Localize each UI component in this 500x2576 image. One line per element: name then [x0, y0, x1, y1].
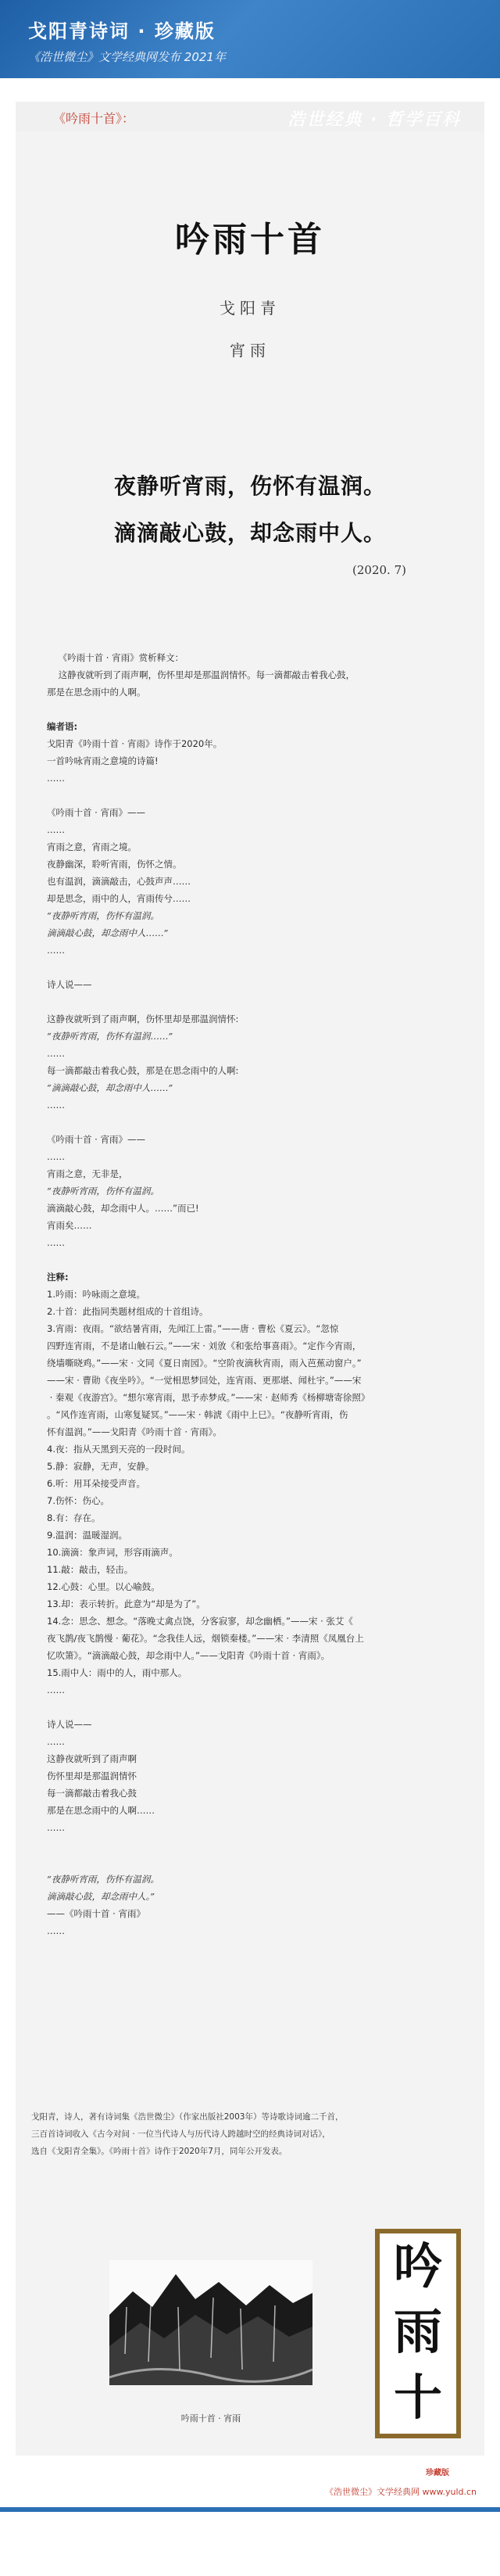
seal-char: 吟	[393, 2237, 442, 2294]
commentary-line: “夜静听宵雨，伤怀有温润。	[47, 1186, 159, 1197]
seal-char: 十	[393, 2369, 442, 2426]
commentary-line: 诗人说——	[47, 979, 92, 990]
blank-line	[47, 1114, 453, 1131]
commentary-line: 《吟雨十首 · 宵雨》——	[47, 1134, 145, 1145]
commentary-line: 6.听：用耳朵接受声音。	[47, 1478, 145, 1489]
commentary-line: 宵雨之意，宵雨之境。	[47, 841, 137, 852]
poem-title: 吟雨十首	[175, 220, 325, 260]
commentary-line: 12.心鼓：心里。以心喻鼓。	[47, 1581, 160, 1592]
commentary-line: 8.有：存在。	[47, 1512, 101, 1523]
bio-line: 三百首诗词收入《古今对间 · 一位当代诗人与历代诗人跨越时空的经典诗词对话》，	[31, 2129, 330, 2139]
commentary-line: 2.十首：此指同类题材组成的十首组诗。	[47, 1306, 209, 1317]
commentary-line: ……	[47, 1736, 65, 1747]
watermark-text: 浩世经典 · 哲学百科	[288, 110, 461, 130]
blank-line	[47, 1251, 453, 1268]
commentary-line: ……	[47, 1100, 65, 1110]
commentary-line: 11.敲：敲击，轻击。	[47, 1564, 134, 1575]
commentary-line: 这静夜就听到了雨声啊	[47, 1753, 137, 1764]
commentary-line: ……	[47, 1237, 65, 1248]
commentary-line: ……	[47, 1151, 65, 1162]
commentary-line: 却是思念，雨中的人，宵雨传兮……	[47, 893, 191, 904]
ink-painting-image	[109, 2260, 312, 2385]
blank-line	[47, 1853, 453, 1871]
collector-stamp: 珍藏版	[426, 2469, 449, 2477]
commentary-line: 。“风作连宵雨，山寒复疑冥。”——宋 · 韩淲《雨中上巳》。“夜静听宵雨，伤	[47, 1409, 348, 1420]
commentary-line: 诗人说——	[47, 1719, 92, 1730]
commentary-line: “滴滴敲心鼓，却念雨中人……”	[47, 1082, 173, 1093]
poem-author: 戈阳青	[220, 299, 280, 318]
section-tag-bar	[16, 102, 484, 131]
commentary-line: “夜静听宵雨，伤怀有温润。	[47, 910, 159, 921]
commentary-line: ……	[47, 824, 65, 835]
commentary-line: 这静夜就听到了雨声啊，伤怀里却是那温润情怀。每一滴都敲击着我心鼓，	[47, 669, 355, 680]
footer-link[interactable]: 《浩世微尘》文学经典网 www.yuld.cn	[324, 2487, 477, 2497]
blank-line	[47, 787, 453, 804]
poem-line: 滴滴敲心鼓，却念雨中人。	[113, 520, 386, 546]
commentary-line: 每一滴都敲击着我心鼓，那是在思念雨中的人啊:	[47, 1065, 239, 1076]
commentary-line: ——《吟雨十首 · 宵雨》	[47, 1908, 145, 1919]
commentary-line: 戈阳青《吟雨十首 · 宵雨》诗作于2020年。	[47, 738, 223, 749]
commentary-line: “夜静听宵雨，伤怀有温润……”	[47, 1031, 173, 1042]
ink-landscape-icon	[109, 2260, 312, 2385]
commentary-line: ……	[47, 945, 65, 956]
commentary-line: 宵雨矣……	[47, 1220, 92, 1231]
commentary-line: 15.雨中人：雨中的人，雨中那人。	[47, 1667, 188, 1678]
bio-line: 选自《戈阳青全集》。《吟雨十首》诗作于2020年7月，同年公开发表。	[31, 2147, 288, 2156]
poem-line: 夜静听宵雨，伤怀有温润。	[113, 473, 386, 499]
commentary-line: 滴滴敲心鼓，却念雨中人。”	[47, 1891, 155, 1902]
poem-date: (2020. 7)	[352, 563, 406, 577]
footer-rule	[0, 2507, 500, 2512]
commentary-line: 那是在思念雨中的人啊。	[47, 687, 146, 698]
commentary-line: 怀有温润。”——戈阳青《吟雨十首 · 宵雨》。	[47, 1426, 222, 1437]
blank-line	[47, 1836, 453, 1853]
seal-char: 雨	[393, 2303, 442, 2360]
blank-line	[47, 993, 453, 1010]
commentary-line: “夜静听宵雨，伤怀有温润。	[47, 1874, 159, 1885]
commentary-line: 宵雨之意，无非是，	[47, 1168, 128, 1179]
commentary-line: 忆吹箫》。“滴滴敲心鼓，却念雨中人。”——戈阳青《吟雨十首 · 宵雨》。	[47, 1650, 330, 1661]
calligraphy-seal	[375, 2229, 461, 2438]
commentary-line: 1.吟雨：吟咏雨之意境。	[47, 1289, 145, 1300]
header-subtitle: 《浩世微尘》文学经典网发布 2021年	[28, 50, 226, 64]
commentary-line: ……	[47, 1822, 65, 1833]
commentary-line: 绕墙嘶晓鸡。”——宋 · 文同《夏日南园》。“空阶夜滴秋宵雨，雨入芭蕉动窗户。”	[47, 1358, 362, 1369]
commentary-line: 9.温润：温暖湿润。	[47, 1530, 127, 1541]
poem-body	[16, 463, 484, 557]
commentary-line: 5.静：寂静，无声，安静。	[47, 1461, 155, 1472]
commentary-line: 10.滴滴：象声词，形容雨滴声。	[47, 1547, 178, 1558]
author-bio	[31, 2108, 469, 2160]
commentary-line: 《吟雨十首 · 宵雨》赏析释文：	[47, 652, 184, 663]
commentary-line: 夜飞鹊/夜飞鹊慢 · 葡花》。“念我佳人远，烟锁秦楼。”——宋 · 李清照《凤凰台上	[47, 1633, 364, 1644]
commentary-line: 4.夜：指从天黑到天亮的一段时间。	[47, 1444, 191, 1455]
commentary-line: 注释:	[47, 1272, 69, 1283]
header-title: 戈阳青诗词 · 珍藏版	[28, 20, 216, 42]
commentary-line: 《吟雨十首 · 宵雨》——	[47, 807, 145, 818]
commentary-line: 7.伤怀：伤心。	[47, 1495, 109, 1506]
commentary-line: 这静夜就听到了雨声啊，伤怀里却是那温润情怀:	[47, 1014, 239, 1024]
commentary-line: 每一滴都敲击着我心鼓	[47, 1788, 137, 1799]
commentary-line: 那是在思念雨中的人啊……	[47, 1805, 155, 1816]
commentary-line: ……	[47, 773, 65, 784]
commentary-line: ——宋 · 曹勋《夜坐吟》。“一觉相思梦回处，连宵雨、更那堪、闻杜宇。”——宋	[47, 1375, 362, 1386]
commentary-line: 滴滴敲心鼓，却念雨中人……”	[47, 927, 169, 938]
commentary-line: 编者语:	[47, 721, 78, 732]
painting-caption: 吟雨十首 · 宵雨	[180, 2413, 241, 2424]
commentary-line: 也有温润，滴滴敲击，心鼓声声……	[47, 876, 191, 887]
blank-line	[47, 701, 453, 718]
commentary-line: 3.宵雨：夜雨。“欲结暑宵雨，先闻江上雷。”——唐 · 曹松《夏云》。“忽惊	[47, 1323, 339, 1334]
commentary-line: 四野连宵雨，不是诸山触石云。”——宋 · 刘攽《和张给事喜雨》。“定作今宵雨，	[47, 1340, 362, 1351]
blank-line	[47, 959, 453, 976]
commentary-line: 夜静幽深，聆听宵雨，伤怀之情。	[47, 859, 182, 870]
commentary-line: 滴滴敲心鼓，却念雨中人。……”而已!	[47, 1203, 199, 1214]
commentary-line: ……	[47, 1925, 65, 1936]
commentary-line: 13.却：表示转折。此意为“却是为了”。	[47, 1598, 205, 1609]
bio-line: 戈阳青，诗人，著有诗词集《浩世微尘》（作家出版社2003年）等诗歌诗词逾二千首，	[31, 2112, 344, 2122]
commentary-line: 伤怀里却是那温润情怀	[47, 1771, 137, 1781]
commentary	[47, 649, 453, 1939]
commentary-line: 一首吟咏宵雨之意境的诗篇!	[47, 755, 159, 766]
section-tag: 《吟雨十首》：	[53, 111, 135, 126]
header-banner	[0, 0, 500, 78]
commentary-line: ……	[47, 1048, 65, 1059]
blank-line	[47, 1699, 453, 1716]
commentary-line: · 秦观《夜游宫》。“想尔寒宵雨，思予赤梦成。”——宋 · 赵师秀《杨柳塘寄徐照》	[47, 1392, 370, 1403]
poem-subtitle: 宵雨	[230, 341, 270, 360]
commentary-line: ……	[47, 1684, 65, 1695]
commentary-line: 14.念：思念、想念。“落晚丈禽点饶，分客寂寥，却念幽栖。”——宋 · 张艾《	[47, 1616, 353, 1627]
